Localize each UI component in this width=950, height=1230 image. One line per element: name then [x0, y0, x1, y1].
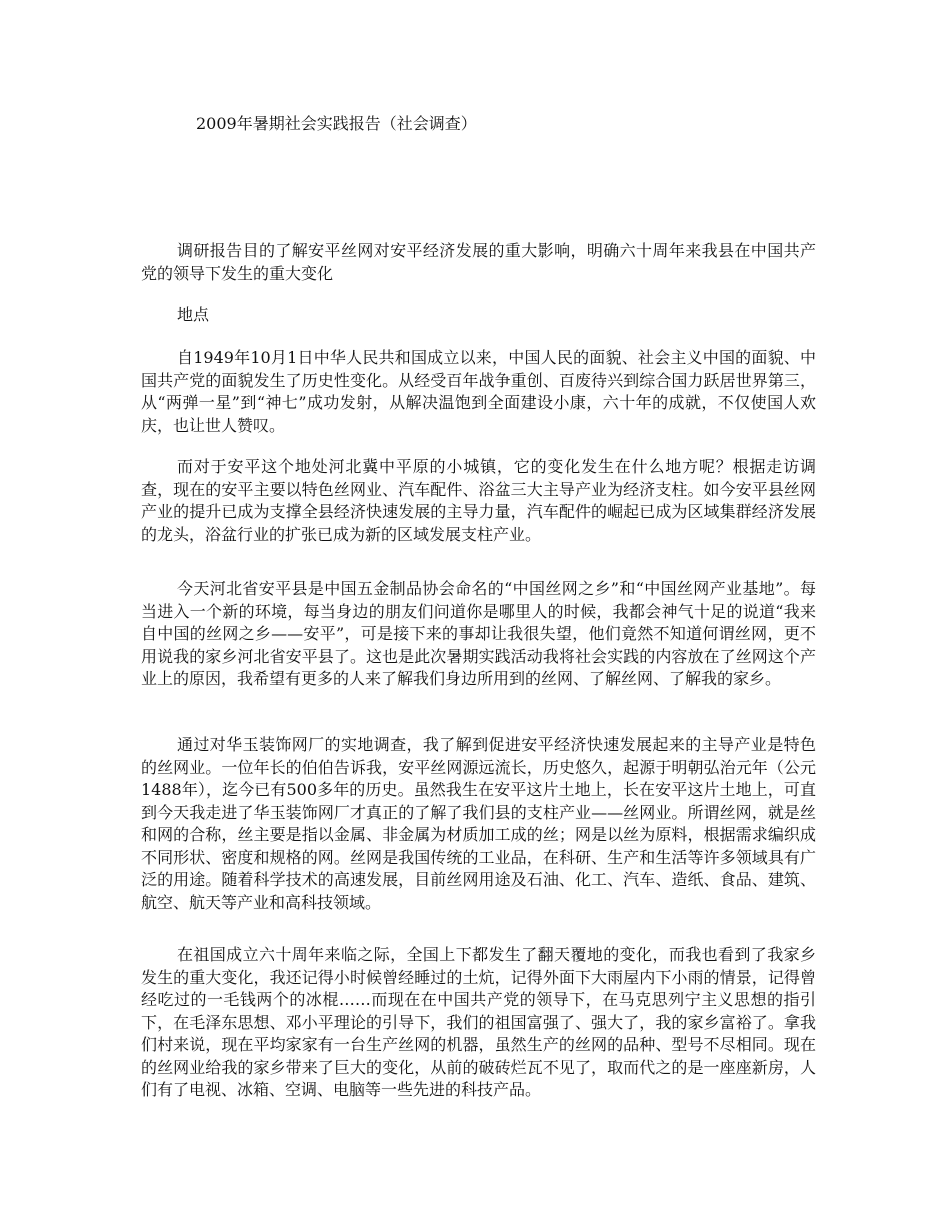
body-paragraph: 而对于安平这个地处河北冀中平原的小城镇，它的变化发生在什么地方呢？根据走访调查，现在的安平主要以特色丝网业、汽车配件、浴盆三大主导产业为经济支柱。如今安平县丝网产业的提升已成为支撑全县经济快速发展的主导力量，汽车配件的崛起已成为区域集群经济发展的龙头，浴盆行业的扩张已成为新的区域发展支柱产业。: [141, 457, 816, 544]
body-paragraph: 今天河北省安平县是中国五金制品协会命名的“中国丝网之乡”和“中国丝网产业基地”。每当进入一个新的环境，每当身边的朋友们问道你是哪里人的时候，我都会神气十足的说道“我来自中国的丝网之乡——安平”，可是接下来的事却让我很失望，他们竟然不知道何谓丝网，更不用说我的家乡河北省安平县了。这也是此次暑期实践活动我将社会实践的内容放在了丝网这个产业上的原因，我希望有更多的人来了解我们身边所用到的丝网、了解丝网、了解我的家乡。: [141, 579, 816, 688]
body-paragraph: 通过对华玉装饰网厂的实地调查，我了解到促进安平经济快速发展起来的主导产业是特色的丝网业。一位年长的伯伯告诉我，安平丝网源远流长，历史悠久，起源于明朝弘治元年（公元1488年），迄今已有500多年的历史。虽然我生在安平这片土地上，长在安平这片土地上，可直到今天我走进了华玉装饰网厂才真正的了解了我们县的支柱产业——丝网业。所谓丝网，就是丝和网的合称，丝主要是指以金属、非金属为材质加工成的丝；网是以丝为原料，根据需求编织成不同形状、密度和规格的网。丝网是我国传统的工业品，在科研、生产和生活等许多领域具有广泛的用途。随着科学技术的高速发展，目前丝网用途及石油、化工、汽车、造纸、食品、建筑、航空、航天等产业和高科技领域。: [141, 735, 816, 912]
purpose-paragraph: 调研报告目的了解安平丝网对安平经济发展的重大影响，明确六十周年来我县在中国共产党的领导下发生的重大变化: [141, 241, 816, 283]
body-paragraph: 自1949年10月1日中华人民共和国成立以来，中国人民的面貌、社会主义中国的面貌、中国共产党的面貌发生了历史性变化。从经受百年战争重创、百废待兴到综合国力跃居世界第三，从“两弹一星”到“神七”成功发射，从解决温饱到全面建设小康，六十年的成就，不仅使国人欢庆，也让世人赞叹。: [141, 348, 816, 435]
body-paragraph: 在祖国成立六十周年来临之际，全国上下都发生了翻天覆地的变化，而我也看到了我家乡发生的重大变化，我还记得小时候曾经睡过的土炕，记得外面下大雨屋内下小雨的情景，记得曾经吃过的一毛钱两个的冰棍……而现在在中国共产党的领导下，在马克思列宁主义思想的指引下，在毛泽东思想、邓小平理论的引导下，我们的祖国富强了、强大了，我的家乡富裕了。拿我们村来说，现在平均家家有一台生产丝网的机器，虽然生产的丝网的品种、型号不尽相同。现在的丝网业给我的家乡带来了巨大的变化，从前的破砖烂瓦不见了，取而代之的是一座座新房，人们有了电视、冰箱、空调、电脑等一些先进的科技产品。: [141, 945, 816, 1099]
document-title: 2009年暑期社会实践报告（社会调查）: [196, 114, 477, 133]
place-label: 地点: [177, 305, 210, 324]
